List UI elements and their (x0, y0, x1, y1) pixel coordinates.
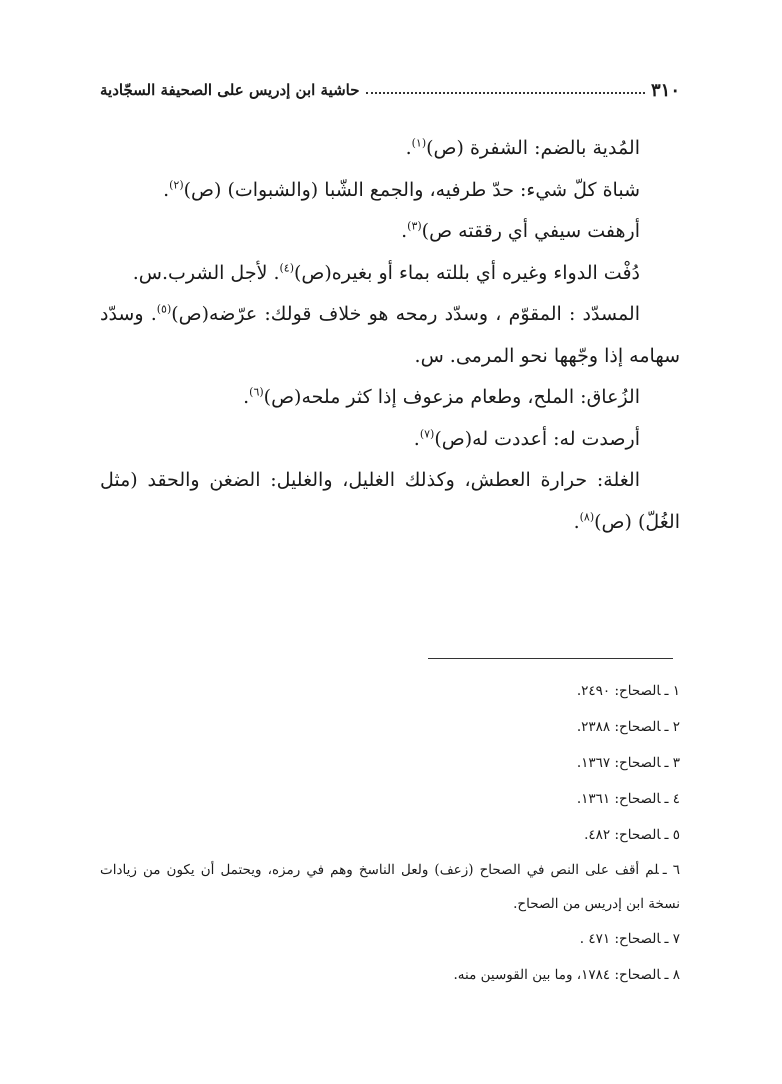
footnote-ref-2[interactable]: (٢) (169, 178, 184, 192)
running-title: حاشية ابن إدريس على الصحيفة السجّادية (100, 81, 360, 99)
footnote-ref-5[interactable]: (٥) (156, 302, 172, 316)
footnotes (100, 673, 680, 993)
entry-2: شباة كلّ شيء: حدّ طرفيه، والجمع الشّبا (والشبوات) (ص)$^{(٢)}$. (163, 178, 640, 201)
footnote-2: ٢ ـالصحاح: ٢٣٨٨. (576, 719, 680, 735)
footnote-ref-3[interactable]: (٣) (407, 219, 422, 233)
footnote-3: ٣ ـالصحاح: ١٣٦٧. (576, 755, 680, 771)
footnote-ref-1[interactable]: (١) (411, 136, 427, 150)
footnote-ref-8[interactable]: (٨) (579, 510, 595, 524)
header-leader-dots (366, 92, 645, 94)
entry-3: أرهفت سيفي أي رققته ص)$^{(٣)}$. (401, 219, 640, 242)
page-header (100, 76, 680, 104)
entry-8: الغلة: حرارة العطش، وكذلك الغليل، والغليل: الضغن والحقد (مثل الغُلّ) (ص)$^{(٨)}$. (100, 469, 680, 533)
page-number: ٣١٠ (650, 79, 680, 101)
footnote-6: ٦ ـلم أقف على النص في الصحاح (زعف) ولعل الناسخ وهم في رمزه، ويحتمل أن يكون من زيادات نسخة ابن إدريس من الصحاح. (100, 862, 680, 912)
entry-6: الزُعاق: الملح، وطعام مزعوف إذا كثر ملحه(ص)$^{(٦)}$. (243, 385, 640, 408)
entry-1: المُدية بالضم: الشفرة (ص)$^{(١)}$. (405, 136, 640, 159)
footnote-4: ٤ ـالصحاح: ١٣٦١. (576, 791, 680, 807)
entry-5: المسدّد : المقوّم ، وسدّد رمحه هو خلاف قولك: عرّضه(ص)$^{(٥)}$. وسدّد سهامه إذا وجّهها نحو المرمى. س. (100, 302, 680, 367)
footnote-ref-4[interactable]: (٤) (279, 261, 294, 275)
entry-4: دُفْت الدواء وغيره أي بللته بماء أو بغيره(ص)$^{(٤)}$. لأجل الشرب.س. (132, 261, 640, 284)
footnote-5: ٥ ـالصحاح: ٤٨٢. (584, 827, 680, 843)
footnote-separator (428, 658, 673, 659)
main-text (100, 128, 680, 543)
footnote-ref-6[interactable]: (٦) (249, 385, 264, 399)
footnote-8: ٨ ـالصحاح: ١٧٨٤، وما بين القوسين منه. (453, 967, 680, 983)
footnote-1: ١ ـالصحاح: ٢٤٩٠. (576, 683, 680, 699)
footnote-7: ٧ ـالصحاح: ٤٧١ . (579, 931, 680, 947)
footnote-ref-7[interactable]: (٧) (419, 427, 435, 441)
entry-7: أرصدت له: أعددت له(ص)$^{(٧)}$. (413, 427, 640, 450)
